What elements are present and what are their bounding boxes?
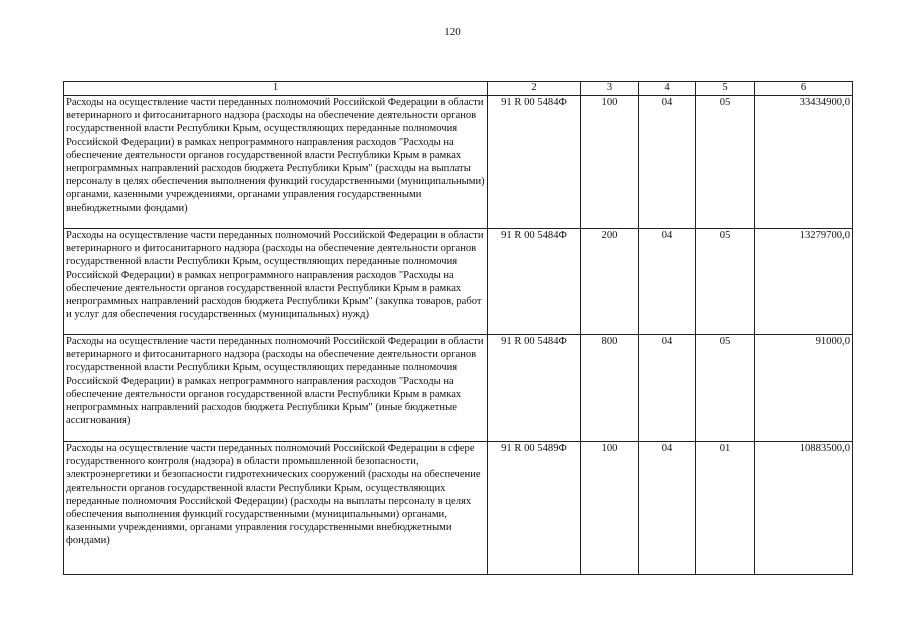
row-col4: 04 xyxy=(639,96,696,229)
row-col4: 04 xyxy=(639,335,696,442)
row-col4: 04 xyxy=(639,229,696,335)
row-amount: 91000,0 xyxy=(755,335,853,442)
table-row xyxy=(64,229,853,335)
row-code: 91 R 00 5489Ф xyxy=(488,442,581,575)
row-col5: 05 xyxy=(696,229,755,335)
row-col3: 800 xyxy=(581,335,639,442)
header-col-3: 3 xyxy=(581,82,639,96)
row-col3: 200 xyxy=(581,229,639,335)
row-amount: 10883500,0 xyxy=(755,442,853,575)
row-col3: 100 xyxy=(581,96,639,229)
header-col-4: 4 xyxy=(639,82,696,96)
page-number: 120 xyxy=(444,26,461,38)
row-col4: 04 xyxy=(639,442,696,575)
row-description: Расходы на осуществление части переданных полномочий Российской Федерации в области ветеринарного и фитосанитарного надзора (расходы на обеспечение деятельности органов государственной власти Республики Крым, осуществляющих переданные полномочия Российской Федерации) в рамках непрограммного направления расходов "Расходы на обеспечение деятельности органов государственной власти Республики Крым в рамках непрограммных направлений расходов бюджета Республики Крым" (расходы на выплаты персоналу в целях обеспечения выполнения функций государственными (муниципальными) органами, казенными учреждениями, органами управления государственными внебюджетными фондами) xyxy=(64,96,488,229)
table-row xyxy=(64,96,853,229)
row-amount: 13279700,0 xyxy=(755,229,853,335)
row-description: Расходы на осуществление части переданных полномочий Российской Федерации в сфере государственного контроля (надзора) в области промышленной безопасности, электроэнергетики и безопасности гидротехнических сооружений (расходы на обеспечение деятельности органов государственной власти Республики Крым, осуществляющих переданные полномочия Российской Федерации) (расходы на выплаты персоналу в целях обеспечения выполнения функций государственными (муниципальными) органами, казенными учреждениями, органами управления государственными внебюджетными фондами) xyxy=(64,442,488,575)
table-row xyxy=(64,335,853,442)
row-code: 91 R 00 5484Ф xyxy=(488,335,581,442)
row-code: 91 R 00 5484Ф xyxy=(488,96,581,229)
header-row xyxy=(64,82,853,96)
header-col-2: 2 xyxy=(488,82,581,96)
row-col3: 100 xyxy=(581,442,639,575)
header-col-5: 5 xyxy=(696,82,755,96)
row-amount: 33434900,0 xyxy=(755,96,853,229)
row-col5: 01 xyxy=(696,442,755,575)
header-col-1: 1 xyxy=(64,82,488,96)
row-col5: 05 xyxy=(696,335,755,442)
row-code: 91 R 00 5484Ф xyxy=(488,229,581,335)
row-description: Расходы на осуществление части переданных полномочий Российской Федерации в области ветеринарного и фитосанитарного надзора (расходы на обеспечение деятельности органов государственной власти Республики Крым, осуществляющих переданные полномочия Российской Федерации) в рамках непрограммного направления расходов "Расходы на обеспечение деятельности органов государственной власти Республики Крым в рамках непрограммных направлений расходов бюджета Республики Крым" (закупка товаров, работ и услуг для обеспечения государственных (муниципальных) нужд) xyxy=(64,229,488,335)
row-col5: 05 xyxy=(696,96,755,229)
header-col-6: 6 xyxy=(755,82,853,96)
table-row xyxy=(64,442,853,575)
budget-table xyxy=(63,81,853,575)
row-description: Расходы на осуществление части переданных полномочий Российской Федерации в области ветеринарного и фитосанитарного надзора (расходы на обеспечение деятельности органов государственной власти Республики Крым, осуществляющих переданные полномочия Российской Федерации) в рамках непрограммного направления расходов "Расходы на обеспечение деятельности органов государственной власти Республики Крым в рамках непрограммных направлений расходов бюджета Республики Крым" (иные бюджетные ассигнования) xyxy=(64,335,488,442)
